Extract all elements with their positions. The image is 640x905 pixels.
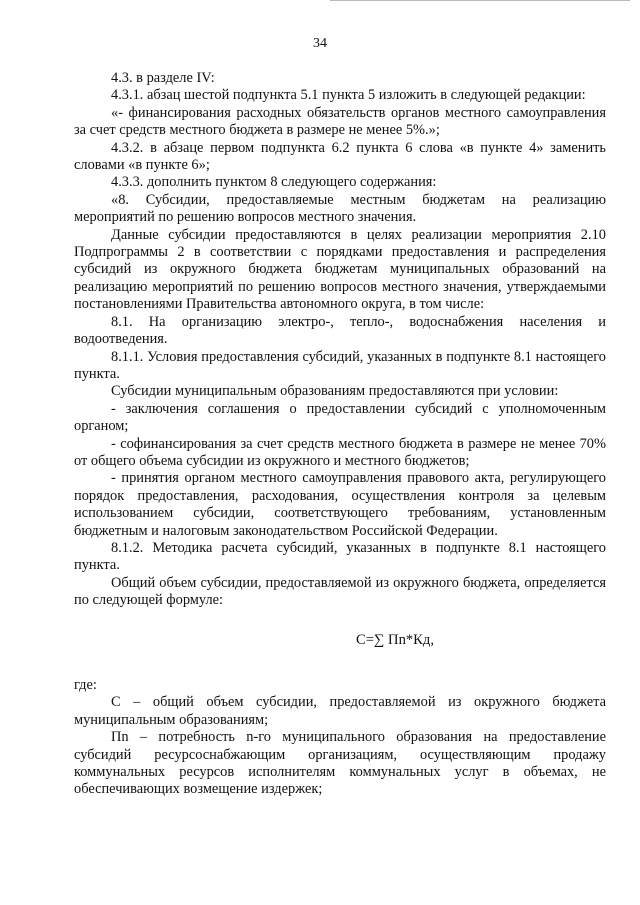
definition-item: Пn – потребность n-го муниципального образования на предоставление субсидий ресурсоснабжающим организациям, осуществляющим продажу коммунальных ресурсов исполнителям коммунальных услуг в объемах, не обеспечивающих возмещение издержек;: [74, 729, 606, 798]
document-body: [74, 70, 606, 799]
list-item: - принятия органом местного самоуправления правового акта, регулирующего порядок предоставления, расходования, осуществления контроля за целевым использованием субсидии, соответствующего требованиям, установленным бюджетным и налоговым законодательством Российской Федерации.: [74, 470, 606, 539]
paragraph: 8.1. На организацию электро-, тепло-, водоснабжения населения и водоотведения.: [74, 313, 606, 348]
paragraph: 8.1.1. Условия предоставления субсидий, указанных в подпункте 8.1 настоящего пункта.: [74, 348, 606, 382]
paragraph: 4.3.3. дополнить пунктом 8 следующего содержания:: [111, 174, 437, 191]
formula: C=∑ Пn*Кд,: [356, 631, 434, 648]
paragraph: Общий объем субсидии, предоставляемой из окружного бюджета, определяется по следующей формуле:: [74, 574, 606, 609]
paragraph: Субсидии муниципальным образованиям предоставляются при условии:: [111, 383, 559, 400]
list-item: - софинансирования за счет средств местного бюджета в размере не менее 70% от общего объема субсидии из окружного и местного бюджетов;: [74, 435, 606, 469]
paragraph: 4.3.1. абзац шестой подпункта 5.1 пункта 5 изложить в следующей редакции:: [111, 87, 586, 104]
where-label: где:: [74, 677, 97, 693]
section-heading: 4.3. в разделе IV:: [111, 70, 215, 86]
definition-item: C – общий объем субсидии, предоставляемой из окружного бюджета муниципальным образованиям;: [74, 694, 606, 728]
paragraph: 4.3.2. в абзаце первом подпункта 6.2 пункта 6 слова «в пункте 4» заменить словами «в пункте 6»;: [74, 139, 606, 174]
paragraph: 8.1.2. Методика расчета субсидий, указанных в подпункте 8.1 настоящего пункта.: [74, 539, 606, 574]
top-divider: [330, 0, 630, 1]
page-number: 34: [313, 36, 327, 51]
quoted-paragraph: «- финансирования расходных обязательств органов местного самоуправления за счет средств местного бюджета в размере не менее 5%.»;: [74, 104, 606, 139]
list-item: - заключения соглашения о предоставлении субсидий с уполномоченным органом;: [74, 400, 606, 435]
paragraph: Данные субсидии предоставляются в целях реализации мероприятия 2.10 Подпрограммы 2 в соответствии с порядками предоставления и распределения субсидий из окружного бюджета бюджетам муниципальных образований на реализацию мероприятий по решению вопросов местного значения, утверждаемыми постановлениями Правительства автономного округа, в том числе:: [74, 226, 606, 313]
paragraph: «8. Субсидии, предоставляемые местным бюджетам на реализацию мероприятий по решению вопросов местного значения.: [74, 191, 606, 226]
